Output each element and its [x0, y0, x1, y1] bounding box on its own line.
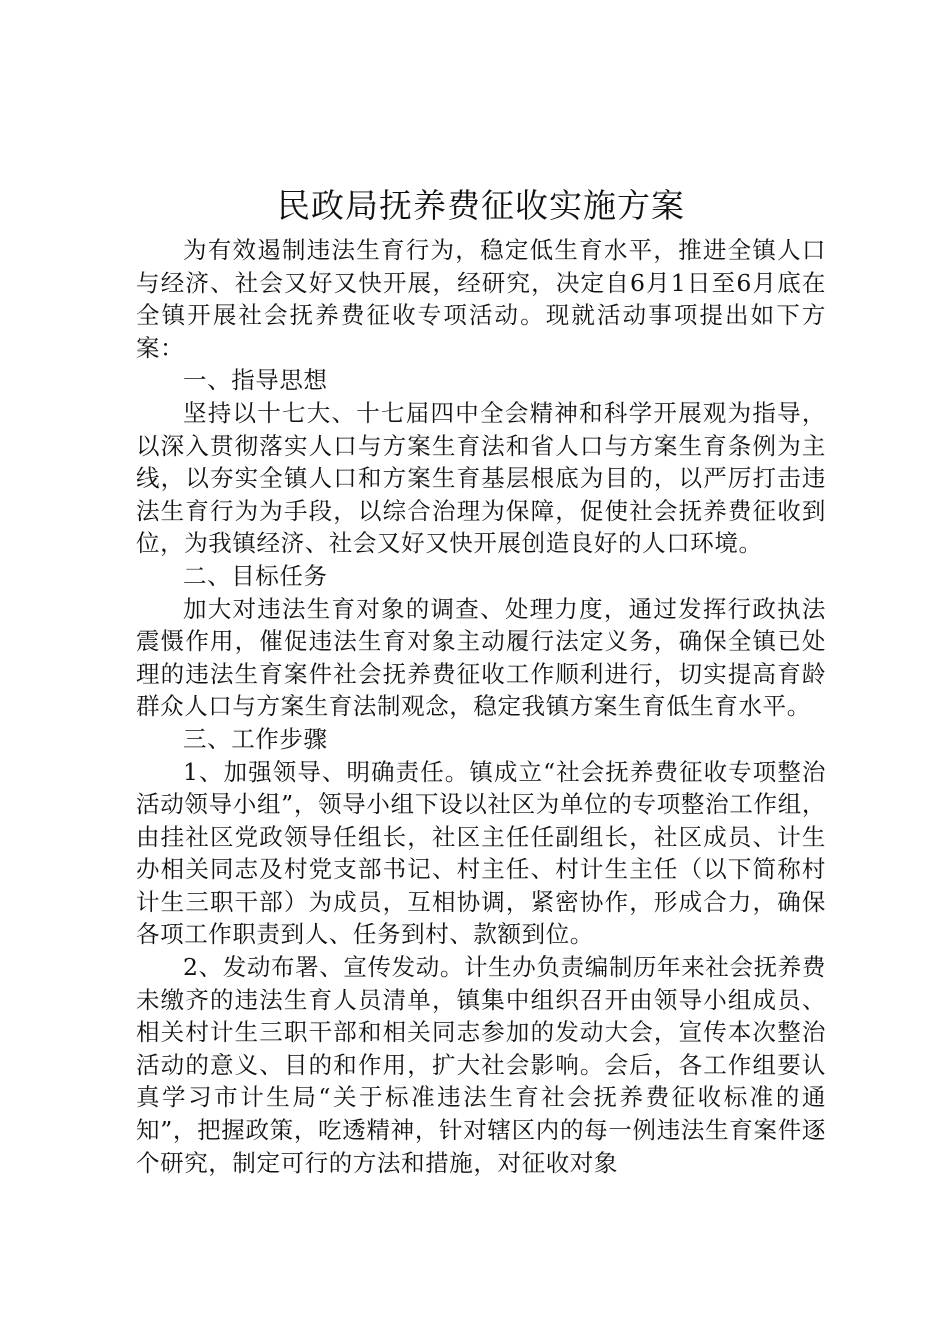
- intro-paragraph: 为有效遏制违法生育行为，稳定低生育水平，推进全镇人口与经济、社会又好又快开展，经研究，决定自6月1日至6月底在全镇开展社会抚养费征收专项活动。现就活动事项提出如下方案：: [136, 236, 826, 362]
- section-body-guiding-ideology: 坚持以十七大、十七届四中全会精神和科学开展观为指导，以深入贯彻落实人口与方案生育法和省人口与方案生育条例为主线，以夯实全镇人口和方案生育基层根底为目的，以严厉打击违法生育行为为手段，以综合治理为保障，促使社会抚养费征收到位，为我镇经济、社会又好又快开展创造良好的人口环境。: [136, 398, 826, 558]
- section-heading-work-steps: 三、工作步骤: [183, 724, 328, 753]
- section-body-goals: 加大对违法生育对象的调查、处理力度，通过发挥行政执法震慑作用，催促违法生育对象主动履行法定义务，确保全镇已处理的违法生育案件社会抚养费征收工作顺利进行，切实提高育龄群众人口与方案生育法制观念，稳定我镇方案生育低生育水平。: [136, 594, 826, 721]
- document-title: 民政局抚养费征收实施方案: [277, 186, 685, 225]
- work-step-2: 2、发动布署、宣传发动。计生办负责编制历年来社会抚养费未缴齐的违法生育人员清单，镇集中组织召开由领导小组成员、相关村计生三职干部和相关同志参加的发动大会，宣传本次整治活动的意义、目的和作用，扩大社会影响。会后，各工作组要认真学习市计生局“关于标准违法生育社会抚养费征收标准的通知”，把握政策，吃透精神，针对辖区内的每一例违法生育案件逐个研究，制定可行的方法和措施，对征收对象: [136, 953, 826, 1177]
- work-step-1: 1、加强领导、明确责任。镇成立“社会抚养费征收专项整治活动领导小组”，领导小组下设以社区为单位的专项整治工作组，由挂社区党政领导任组长，社区主任任副组长，社区成员、计生办相关同志及村党支部书记、村主任、村计生主任（以下简称村计生三职干部）为成员，互相协调，紧密协作，形成合力，确保各项工作职责到人、任务到村、款额到位。: [136, 757, 826, 949]
- section-heading-goals: 二、目标任务: [183, 561, 328, 590]
- document-page: [136, 178, 826, 1179]
- section-heading-guiding-ideology: 一、指导思想: [183, 366, 328, 395]
